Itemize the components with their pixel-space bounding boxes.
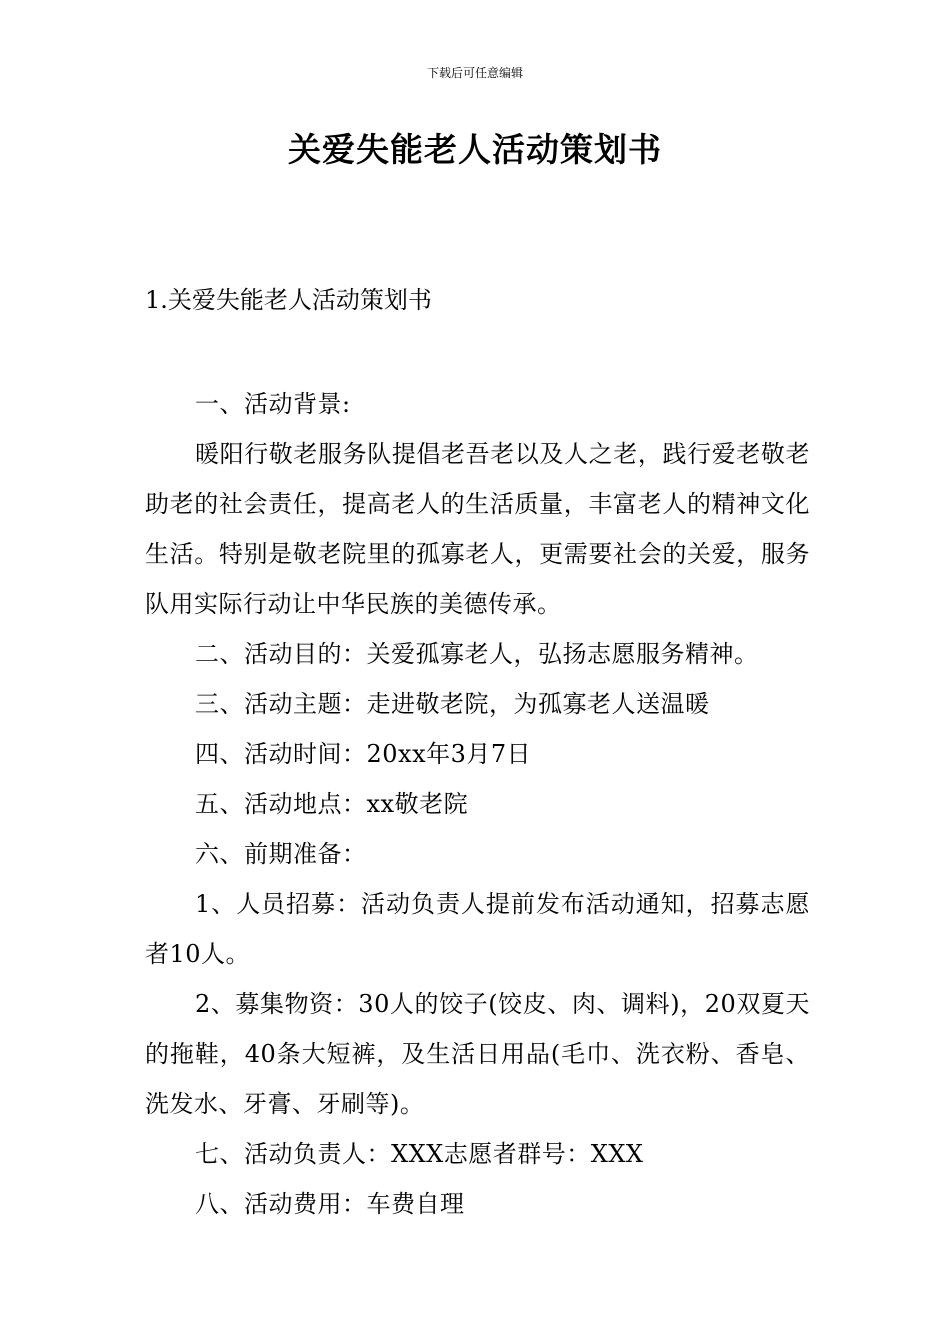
- paragraph-supplies: 2、募集物资：30人的饺子(饺皮、肉、调料)，20双夏天的拖鞋，40条大短裤，及生活日用品(毛巾、洗衣粉、香皂、洗发水、牙膏、牙刷等)。: [145, 990, 810, 1118]
- paragraph-preparation-heading: 六、前期准备：: [195, 840, 367, 868]
- document-title: 关爱失能老人活动策划书: [288, 130, 662, 169]
- paragraph-recruitment: 1、人员招募：活动负责人提前发布活动通知，招募志愿者10人。: [145, 890, 810, 968]
- document-body: [145, 379, 810, 1229]
- section-heading: 1.关爱失能老人活动策划书: [145, 286, 432, 314]
- paragraph-expenses: 八、活动费用：车费自理: [195, 1190, 465, 1218]
- paragraph-background-heading: 一、活动背景:: [195, 390, 351, 418]
- paragraph-organizer: 七、活动负责人：XXX志愿者群号：XXX: [195, 1140, 644, 1168]
- paragraph-theme: 三、活动主题：走进敬老院，为孤寡老人送温暖: [195, 690, 710, 718]
- paragraph-background-text: 暖阳行敬老服务队提倡老吾老以及人之老，践行爱老敬老助老的社会责任，提高老人的生活质量，丰富老人的精神文化生活。特别是敬老院里的孤寡老人，更需要社会的关爱，服务队用实际行动让中华民族的美德传承。: [145, 440, 810, 618]
- header-note: 下载后可任意编辑: [426, 66, 523, 80]
- paragraph-time: 四、活动时间：20xx年3月7日: [195, 740, 532, 768]
- paragraph-purpose: 二、活动目的：关爱孤寡老人，弘扬志愿服务精神。: [195, 640, 759, 668]
- paragraph-location: 五、活动地点：xx敬老院: [195, 790, 469, 818]
